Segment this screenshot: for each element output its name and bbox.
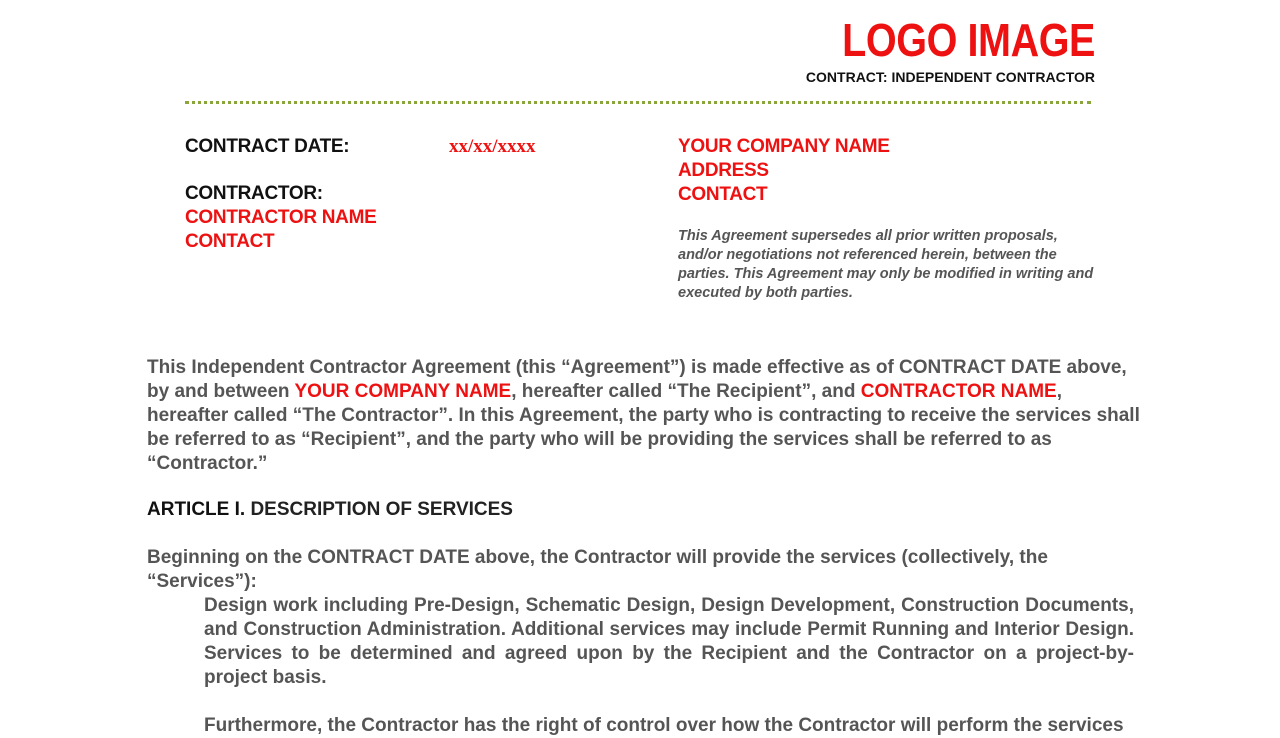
company-name: YOUR COMPANY NAME <box>678 136 890 157</box>
article-heading <box>147 498 513 522</box>
article-number: ARTICLE I. <box>147 499 246 520</box>
contract-date-value: xx/xx/xxxx <box>449 136 536 157</box>
contractor-name: CONTRACTOR NAME <box>185 207 377 228</box>
intro-paragraph <box>147 356 1147 476</box>
intro-text-3: , hereafter called “The Contractor”. In this Agreement, the party who is contracting to receive the services shall be referred to as “Recipient”, and the party who will be providing the services shall be referred to as “Contractor.” <box>147 381 1140 474</box>
intro-text-2: , hereafter called “The Recipient”, and <box>511 381 861 402</box>
article-title: DESCRIPTION OF SERVICES <box>250 499 513 520</box>
services-lead: Beginning on the CONTRACT DATE above, the Contractor will provide the services (collectively, the “Services”): <box>147 547 1048 592</box>
intro-company-name: YOUR COMPANY NAME <box>294 381 512 402</box>
company-contact: CONTACT <box>678 184 768 205</box>
intro-contractor-name: CONTRACTOR NAME <box>860 381 1057 402</box>
contractor-contact: CONTACT <box>185 231 275 252</box>
next-paragraph-cutoff: Furthermore, the Contractor has the right of control over how the Contractor will perform the services <box>204 715 1124 736</box>
supersede-note: This Agreement supersedes all prior written proposals, and/or negotiations not referenced herein, between the parties. This Agreement may only be modified in writing and executed by both parties. <box>678 228 1094 301</box>
contractor-label: CONTRACTOR: <box>185 183 323 204</box>
company-address: ADDRESS <box>678 160 769 181</box>
services-paragraph: Design work including Pre-Design, Schematic Design, Design Development, Construction Documents, and Construction Administration. Additional services may include Permit Running and Interior Design. Services to be determined and agreed upon by the Recipient and the Contractor on a project-by-project basis. <box>204 595 1134 688</box>
contract-date-label: CONTRACT DATE: <box>185 136 350 157</box>
header-divider <box>185 101 1091 104</box>
intro-text-1: This Independent Contractor Agreement (this “Agreement”) is made effective as of CONTRACT DATE above, by and between <box>147 357 1127 402</box>
document-type: CONTRACT: INDEPENDENT CONTRACTOR <box>805 69 1095 85</box>
logo-placeholder: LOGO IMAGE <box>842 14 1095 66</box>
